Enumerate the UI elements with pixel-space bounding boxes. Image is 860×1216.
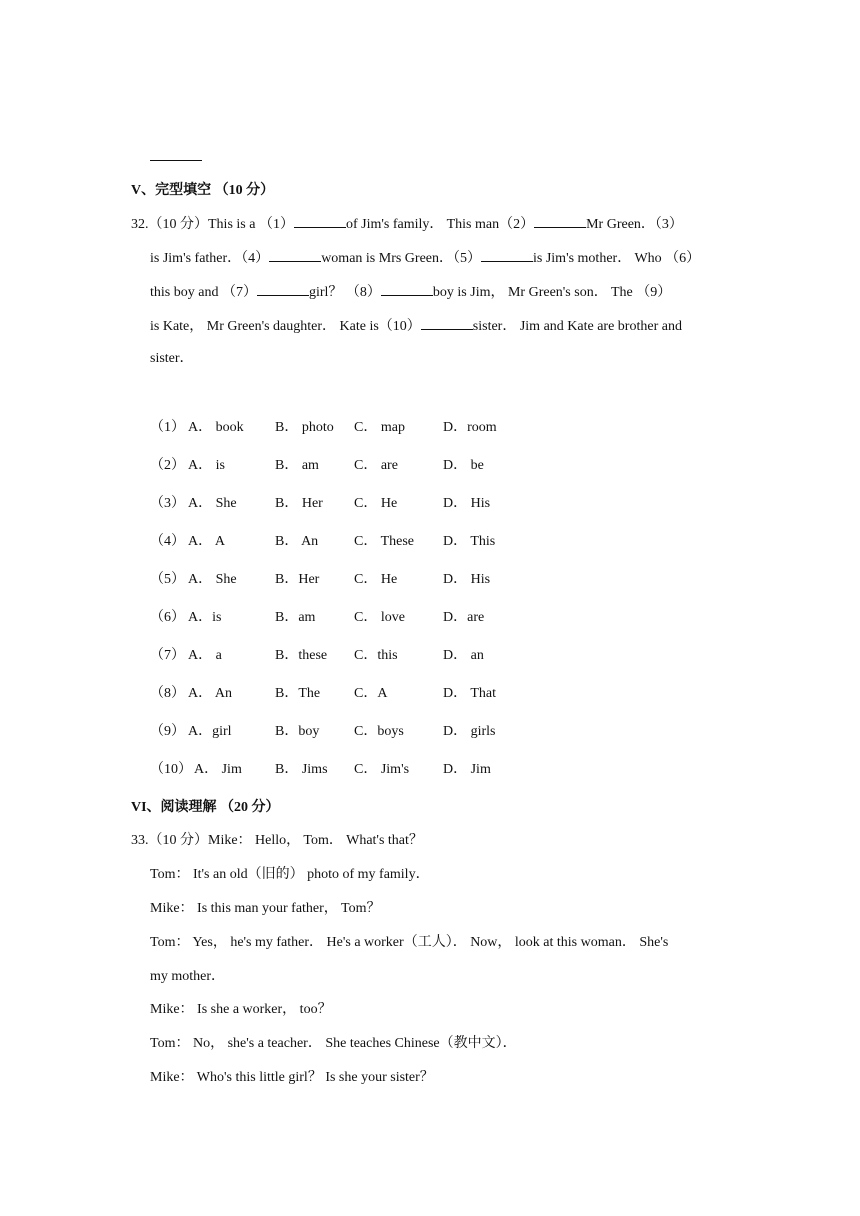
blank-10[interactable] bbox=[421, 315, 473, 330]
option-row-2: （2） A． is B． am C． are D． be bbox=[150, 456, 610, 476]
option-c[interactable]: C． He bbox=[354, 572, 398, 587]
option-c[interactable]: C．boys bbox=[354, 724, 404, 739]
option-row-1: （1） A． book B． photo C． map D．room bbox=[150, 418, 610, 438]
q33-line: Mike： Is she a worker， too？ bbox=[150, 1002, 332, 1017]
option-d[interactable]: D． His bbox=[443, 572, 491, 587]
option-b[interactable]: B． am bbox=[275, 458, 319, 473]
option-a[interactable]: A． An bbox=[188, 686, 232, 701]
q33-line: Tom： It's an old（旧的） photo of my family． bbox=[150, 867, 430, 882]
option-c[interactable]: C．A bbox=[354, 686, 388, 701]
option-row-6: （6） A．is B．am C． love D．are bbox=[150, 608, 610, 628]
option-row-4: （4） A． A B． An C． These D． This bbox=[150, 532, 610, 552]
q32-line-2: is Jim's father．（4） woman is Mrs Green．（5） is Jim's mother． Who （6） bbox=[150, 247, 700, 269]
option-a[interactable]: A． A bbox=[188, 534, 225, 549]
option-d[interactable]: D． That bbox=[443, 686, 497, 701]
blank-4[interactable] bbox=[269, 247, 321, 262]
option-c[interactable]: C． He bbox=[354, 496, 398, 511]
option-d[interactable]: D． an bbox=[443, 648, 484, 663]
option-a[interactable]: A． She bbox=[188, 496, 237, 511]
option-c[interactable]: C． Jim's bbox=[354, 762, 410, 777]
option-b[interactable]: B． photo bbox=[275, 420, 334, 435]
option-row-7: （7） A． a B．these C．this D． an bbox=[150, 646, 610, 666]
option-d[interactable]: D．are bbox=[443, 610, 485, 625]
q32-line-4: is Kate， Mr Green's daughter． Kate is（10） sister． Jim and Kate are brother and bbox=[150, 315, 682, 337]
option-b[interactable]: B．am bbox=[275, 610, 316, 625]
option-b[interactable]: B．boy bbox=[275, 724, 320, 739]
option-a[interactable]: A．is bbox=[188, 610, 222, 625]
option-b[interactable]: B． Jims bbox=[275, 762, 328, 777]
q32-line-1: 32.（10 分）This is a （1） of Jim's family． This man（2） Mr Green．（3） bbox=[131, 213, 683, 235]
q32-line-5: sister． bbox=[150, 351, 194, 366]
blank-1[interactable] bbox=[294, 213, 346, 228]
option-b[interactable]: B．The bbox=[275, 686, 321, 701]
option-b[interactable]: B． An bbox=[275, 534, 319, 549]
option-a[interactable]: A． is bbox=[188, 458, 225, 473]
blank-5[interactable] bbox=[481, 247, 533, 262]
option-a[interactable]: A． Jim bbox=[194, 762, 242, 777]
blank-8[interactable] bbox=[381, 281, 433, 296]
option-d[interactable]: D． This bbox=[443, 534, 496, 549]
q33-line: Mike： Is this man your father， Tom？ bbox=[150, 901, 381, 916]
option-c[interactable]: C．this bbox=[354, 648, 398, 663]
q33-line: 33.（10 分）Mike： Hello， Tom． What's that？ bbox=[131, 833, 423, 848]
option-a[interactable]: A． She bbox=[188, 572, 237, 587]
q33-line: my mother． bbox=[150, 969, 226, 984]
blank-7[interactable] bbox=[257, 281, 309, 296]
option-c[interactable]: C． map bbox=[354, 420, 405, 435]
option-d[interactable]: D． Jim bbox=[443, 762, 491, 777]
option-d[interactable]: D． girls bbox=[443, 724, 496, 739]
option-d[interactable]: D． be bbox=[443, 458, 484, 473]
q32-line-3: this boy and （7） girl？ （8） boy is Jim， Mr Green's son． The （9） bbox=[150, 281, 671, 303]
option-row-5: （5） A． She B．Her C． He D． His bbox=[150, 570, 610, 590]
option-d[interactable]: D．room bbox=[443, 420, 497, 435]
option-b[interactable]: B．these bbox=[275, 648, 328, 663]
option-row-8: （8） A． An B．The C．A D． That bbox=[150, 684, 610, 704]
option-a[interactable]: A．girl bbox=[188, 724, 232, 739]
section-v-heading: V、完型填空 （10 分） bbox=[131, 183, 275, 198]
option-b[interactable]: B．Her bbox=[275, 572, 320, 587]
option-b[interactable]: B． Her bbox=[275, 496, 323, 511]
option-a[interactable]: A． book bbox=[188, 420, 244, 435]
blank-2[interactable] bbox=[534, 213, 586, 228]
option-c[interactable]: C． love bbox=[354, 610, 405, 625]
option-row-10: （10） A． Jim B． Jims C． Jim's D． Jim bbox=[150, 760, 610, 780]
option-row-9: （9） A．girl B．boy C．boys D． girls bbox=[150, 722, 610, 742]
answer-blank-line bbox=[150, 160, 202, 161]
q33-line: Tom： No， she's a teacher． She teaches Chinese（教中文）． bbox=[150, 1036, 517, 1051]
section-vi-heading: VI、阅读理解 （20 分） bbox=[131, 800, 280, 815]
option-d[interactable]: D． His bbox=[443, 496, 491, 511]
option-c[interactable]: C． are bbox=[354, 458, 398, 473]
option-row-3: （3） A． She B． Her C． He D． His bbox=[150, 494, 610, 514]
option-c[interactable]: C． These bbox=[354, 534, 415, 549]
q33-line: Tom： Yes， he's my father． He's a worker（工人）． Now， look at this woman． She's bbox=[150, 935, 669, 950]
q33-line: Mike： Who's this little girl？ Is she your sister？ bbox=[150, 1070, 434, 1085]
option-a[interactable]: A． a bbox=[188, 648, 222, 663]
